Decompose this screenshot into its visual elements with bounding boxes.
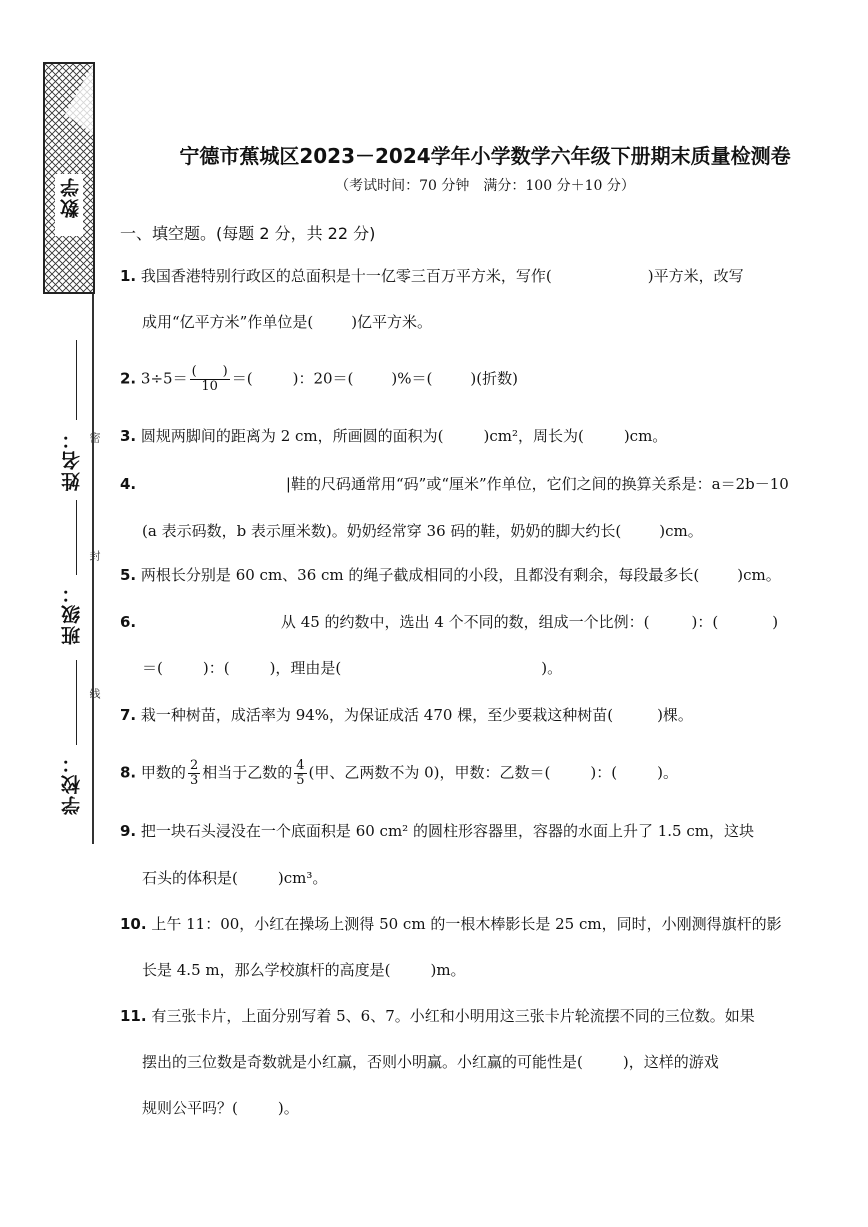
question-number: 6. bbox=[120, 613, 137, 631]
q11-text-c: )，这样的游戏 bbox=[622, 1053, 719, 1071]
question-11-line-2 bbox=[142, 1050, 719, 1074]
q3-text-b: )cm²，周长为( bbox=[483, 427, 584, 445]
question-number: 9. bbox=[120, 822, 137, 840]
question-number: 1. bbox=[120, 267, 137, 285]
q8-text-a: 甲数的 bbox=[140, 763, 186, 782]
class-label: 班级： bbox=[61, 582, 83, 645]
q6-text-d: ＝( bbox=[142, 659, 163, 677]
question-2 bbox=[120, 365, 518, 394]
subject-label: 数学 bbox=[60, 176, 82, 218]
q9-text-a: 把一块石头浸没在一个底面积是 60 cm² 的圆柱形容器里，容器的水面上升了 1.5 cm，这块 bbox=[140, 822, 754, 840]
question-7 bbox=[120, 703, 693, 727]
exam-subtitle: （考试时间：70 分钟 满分：100 分＋10 分） bbox=[335, 178, 635, 194]
question-number: 8. bbox=[120, 763, 137, 782]
question-4-line-1 bbox=[120, 472, 789, 496]
q6-text-b: )：( bbox=[691, 613, 719, 631]
q8-text-c: (甲、乙两数不为 0)，甲数：乙数＝( bbox=[308, 763, 551, 782]
section-heading: 一、填空题。(每题 2 分，共 22 分) bbox=[120, 224, 376, 243]
q1-text-a: 我国香港特别行政区的总面积是十一亿零三百万平方米，写作( bbox=[140, 267, 552, 285]
q3-text-a: 圆规两脚间的距离为 2 cm，所画圆的面积为( bbox=[140, 427, 444, 445]
q8-fraction-1: $\frac{2}{3}$ bbox=[189, 758, 199, 788]
question-6-line-2 bbox=[142, 656, 562, 680]
binding-line bbox=[92, 294, 94, 844]
name-label: 姓名： bbox=[61, 428, 83, 491]
q5-text-b: )cm。 bbox=[737, 566, 781, 584]
q6-text-a: 从 45 的约数中，选出 4 个不同的数，组成一个比例：( bbox=[280, 613, 650, 631]
school-label: 学校： bbox=[61, 752, 83, 815]
q4-text-b: (a 表示码数，b 表示厘米数)。奶奶经常穿 36 码的鞋，奶奶的脚大约长( bbox=[142, 522, 622, 540]
exam-title: 宁德市蕉城区2023－2024学年小学数学六年级下册期末质量检测卷 bbox=[179, 144, 791, 168]
name-fill-line bbox=[76, 340, 77, 420]
q2-fraction: $\frac{( )}{10}$ bbox=[191, 364, 228, 394]
question-9-line-2 bbox=[142, 866, 327, 890]
q2-text-d: )%＝( bbox=[391, 369, 433, 388]
question-10-line-1 bbox=[120, 912, 782, 936]
question-3 bbox=[120, 424, 667, 448]
q2-text-b: ＝( bbox=[231, 369, 253, 388]
q4-text-a: |鞋的尺码通常用“码”或“厘米”作单位，它们之间的换算关系是：a＝2b－10 bbox=[285, 475, 789, 493]
question-4-line-2 bbox=[142, 519, 703, 543]
q9-text-c: )cm³。 bbox=[277, 869, 328, 887]
q2-text-e: )(折数) bbox=[470, 369, 518, 388]
question-number: 7. bbox=[120, 706, 137, 724]
q8-text-d: )：( bbox=[590, 763, 618, 782]
seal-mark-1: 密 bbox=[88, 432, 101, 443]
q6-text-g: )。 bbox=[541, 659, 563, 677]
question-9-line-1 bbox=[120, 819, 754, 843]
question-11-line-3 bbox=[142, 1096, 299, 1120]
q2-text-a: 3÷5＝ bbox=[140, 369, 188, 388]
q1-text-b: )平方米，改写 bbox=[647, 267, 744, 285]
q6-text-e: )：( bbox=[202, 659, 230, 677]
q3-text-c: )cm。 bbox=[623, 427, 668, 445]
q1-text-d: )亿平方米。 bbox=[351, 313, 433, 331]
question-11-line-1 bbox=[120, 1004, 755, 1028]
question-number: 11. bbox=[120, 1007, 147, 1025]
question-number: 2. bbox=[120, 369, 137, 388]
question-1-line-1 bbox=[120, 264, 744, 288]
question-6-line-1 bbox=[120, 610, 778, 634]
question-number: 10. bbox=[120, 915, 147, 933]
q1-text-c: 成用“亿平方米”作单位是( bbox=[142, 313, 314, 331]
q11-text-e: )。 bbox=[277, 1099, 299, 1117]
q11-text-b: 摆出的三位数是奇数就是小红赢，否则小明赢。小红赢的可能性是( bbox=[142, 1053, 583, 1071]
seal-mark-2: 封 bbox=[88, 550, 101, 561]
question-number: 4. bbox=[120, 475, 137, 493]
seal-mark-3: 线 bbox=[88, 688, 101, 699]
question-number: 5. bbox=[120, 566, 137, 584]
q11-text-d: 规则公平吗？( bbox=[142, 1099, 238, 1117]
class-fill-line bbox=[76, 500, 77, 575]
q10-text-b: 长是 4.5 m，那么学校旗杆的高度是( bbox=[142, 961, 391, 979]
q7-text-b: )棵。 bbox=[657, 706, 693, 724]
q8-text-b: 相当于乙数的 bbox=[202, 763, 293, 782]
question-number: 3. bbox=[120, 427, 137, 445]
subject-box bbox=[43, 62, 95, 294]
q9-text-b: 石头的体积是( bbox=[142, 869, 238, 887]
question-10-line-2 bbox=[142, 958, 466, 982]
q11-text-a: 有三张卡片，上面分别写着 5、6、7。小红和小明用这三张卡片轮流摆不同的三位数。如果 bbox=[151, 1007, 755, 1025]
q5-text-a: 两根长分别是 60 cm、36 cm 的绳子截成相同的小段，且都没有剩余，每段最多长( bbox=[140, 566, 700, 584]
q8-fraction-2: $\frac{4}{5}$ bbox=[296, 758, 305, 788]
q6-text-f: )，理由是( bbox=[269, 659, 342, 677]
q8-text-e: )。 bbox=[657, 763, 678, 782]
question-1-line-2 bbox=[142, 310, 432, 334]
school-fill-line bbox=[76, 660, 77, 745]
q6-text-c: ) bbox=[772, 613, 779, 631]
q10-text-a: 上午 11：00，小红在操场上测得 50 cm 的一根木棒影长是 25 cm，同时，小刚测得旗杆的影 bbox=[151, 915, 782, 933]
question-5 bbox=[120, 563, 781, 587]
q7-text-a: 栽一种树苗，成活率为 94%，为保证成活 470 棵，至少要栽这种树苗( bbox=[140, 706, 614, 724]
question-8 bbox=[120, 759, 678, 788]
q10-text-c: )m。 bbox=[430, 961, 466, 979]
q2-text-c: )：20＝( bbox=[292, 369, 354, 388]
q4-text-c: )cm。 bbox=[659, 522, 703, 540]
